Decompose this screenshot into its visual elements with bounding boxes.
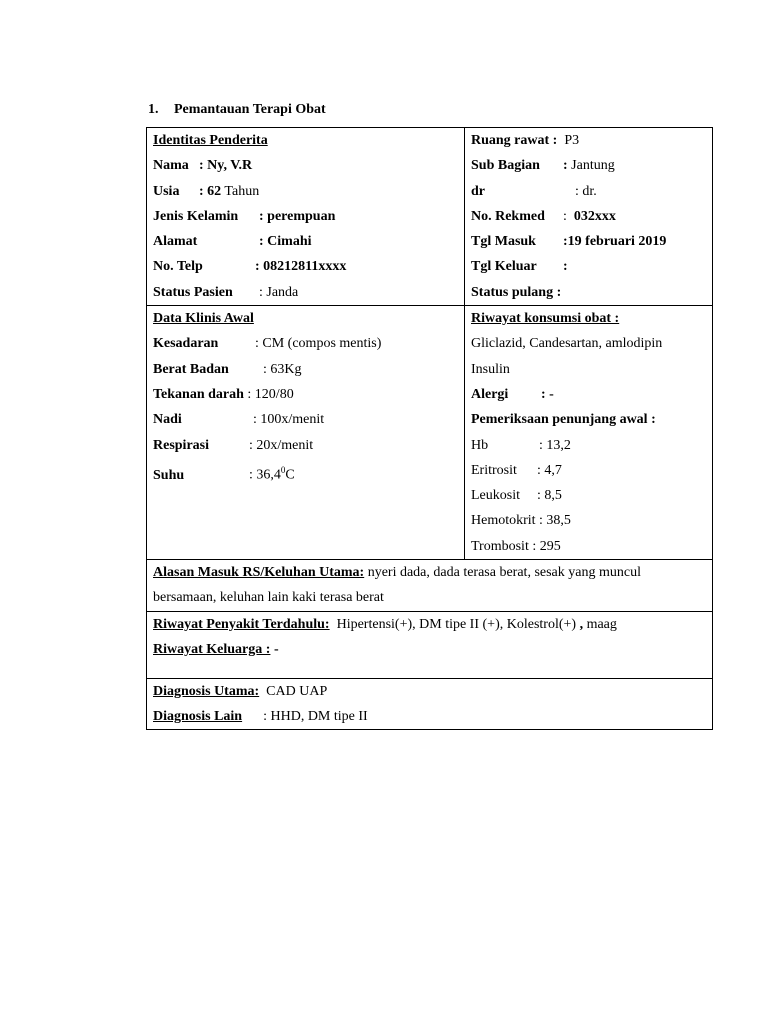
pulse-line bbox=[153, 407, 458, 432]
ward-label: Ruang rawat bbox=[471, 133, 550, 148]
weight-label: Berat Badan bbox=[153, 361, 229, 377]
subdept-sep: : bbox=[563, 158, 568, 174]
phone-value: : 08212811xxxx bbox=[255, 259, 347, 275]
other-diagnosis-line bbox=[153, 704, 706, 729]
discharge-line bbox=[471, 254, 706, 279]
clinical-cell bbox=[147, 306, 465, 560]
respiration-label: Respirasi bbox=[153, 437, 209, 453]
clinical-title: Data Klinis Awal bbox=[153, 311, 254, 327]
pulse-label: Nadi bbox=[153, 412, 182, 428]
complaint-text bbox=[153, 560, 706, 611]
section-number: 1. bbox=[148, 102, 159, 117]
age-number: : 62 bbox=[199, 183, 222, 199]
hb-line bbox=[471, 433, 706, 458]
family-history-value: - bbox=[273, 641, 279, 657]
leukocyte-line bbox=[471, 483, 706, 508]
allergy-label: Alergi bbox=[471, 386, 509, 402]
weight-value: : 63Kg bbox=[263, 361, 302, 377]
hematocrit-line bbox=[471, 508, 706, 533]
lab-exam-title: Pemeriksaan penunjang awal : bbox=[471, 412, 656, 428]
family-history-line bbox=[153, 637, 706, 662]
family-history-label: Riwayat Keluarga : bbox=[153, 641, 271, 657]
blood-pressure-line bbox=[153, 382, 458, 407]
subdept-line bbox=[471, 153, 706, 178]
clinical-row bbox=[147, 306, 713, 560]
admission-line bbox=[471, 229, 706, 254]
record-sep: : bbox=[563, 208, 567, 224]
past-illness-sep: , bbox=[579, 616, 584, 632]
temperature-degree: 0 bbox=[280, 464, 286, 475]
history-row bbox=[147, 611, 713, 678]
complaint-label: Alasan Masuk RS/Keluhan Utama: bbox=[153, 565, 365, 581]
record-label: No. Rekmed bbox=[471, 208, 545, 224]
record-value: 032xxx bbox=[573, 208, 616, 224]
gender-line bbox=[153, 204, 458, 229]
main-diagnosis-value: CAD UAP bbox=[266, 683, 328, 699]
thrombocyte-label: Trombosit bbox=[471, 538, 529, 554]
temperature-label: Suhu bbox=[153, 467, 185, 483]
discharge-status-line bbox=[471, 280, 706, 305]
age-unit: Tahun bbox=[224, 183, 260, 199]
gender-value: : perempuan bbox=[259, 208, 336, 224]
phone-line bbox=[153, 254, 458, 279]
complaint-cell bbox=[147, 560, 713, 612]
main-diagnosis-line bbox=[153, 679, 706, 704]
past-illness-label: Riwayat Penyakit Terdahulu: bbox=[153, 616, 330, 632]
respiration-value: : 20x/menit bbox=[249, 437, 314, 453]
erythrocyte-value: : 4,7 bbox=[537, 462, 562, 478]
discharge-value: : bbox=[563, 259, 568, 275]
discharge-status-value: : bbox=[556, 284, 562, 300]
allergy-line bbox=[471, 382, 706, 407]
consciousness-label: Kesadaran bbox=[153, 336, 219, 352]
ward-line bbox=[471, 128, 706, 153]
diagnosis-cell bbox=[147, 678, 713, 730]
past-illness-extra: maag bbox=[586, 616, 617, 632]
ward-value: P3 bbox=[564, 133, 580, 148]
doctor-line bbox=[471, 179, 706, 204]
discharge-status-label: Status pulang bbox=[471, 284, 554, 300]
patient-status-line bbox=[153, 280, 458, 305]
age-label: Usia bbox=[153, 183, 180, 199]
record-line bbox=[471, 204, 706, 229]
temperature-value: : 36,4 bbox=[249, 467, 281, 483]
identity-row bbox=[147, 128, 713, 306]
doctor-value: : dr. bbox=[575, 183, 597, 199]
patient-monitoring-table bbox=[146, 127, 713, 730]
doctor-label: dr bbox=[471, 183, 485, 199]
medication-title: Riwayat konsumsi obat : bbox=[471, 311, 620, 327]
patient-status-label: Status Pasien bbox=[153, 284, 233, 300]
weight-line bbox=[153, 357, 458, 382]
hematocrit-label: Hemotokrit bbox=[471, 513, 536, 529]
past-illness-line bbox=[153, 612, 706, 637]
subdept-value: Jantung bbox=[571, 158, 615, 174]
medication-cell bbox=[465, 306, 713, 560]
erythrocyte-line bbox=[471, 458, 706, 483]
main-diagnosis-label: Diagnosis Utama: bbox=[153, 683, 260, 699]
section-title: Pemantauan Terapi Obat bbox=[174, 102, 326, 117]
leukocyte-value: : 8,5 bbox=[537, 488, 562, 504]
identity-title: Identitas Penderita bbox=[153, 133, 268, 148]
allergy-value: : - bbox=[541, 386, 554, 402]
temperature-unit: C bbox=[285, 467, 295, 483]
hb-label: Hb bbox=[471, 437, 489, 453]
gender-label: Jenis Kelamin bbox=[153, 208, 239, 224]
thrombocyte-line bbox=[471, 534, 706, 559]
discharge-label: Tgl Keluar bbox=[471, 259, 537, 275]
address-line bbox=[153, 229, 458, 254]
name-value: : Ny, V.R bbox=[199, 158, 253, 174]
past-illness-value: Hipertensi(+), DM tipe II (+), Kolestrol(+) bbox=[336, 616, 577, 632]
history-cell bbox=[147, 611, 713, 678]
admission-value: :19 februari 2019 bbox=[563, 234, 667, 250]
medication-line-1: Gliclazid, Candesartan, amlodipin bbox=[471, 336, 663, 352]
pulse-value: : 100x/menit bbox=[253, 412, 325, 428]
temperature-line bbox=[153, 458, 458, 483]
other-diagnosis-label: Diagnosis Lain bbox=[153, 708, 243, 724]
medication-line-2: Insulin bbox=[471, 361, 510, 377]
address-label: Alamat bbox=[153, 234, 198, 250]
consciousness-line bbox=[153, 331, 458, 356]
complaint-value: nyeri dada, dada terasa berat, sesak yang muncul bersamaan, keluhan lain kaki terasa berat bbox=[153, 565, 641, 606]
thrombocyte-value: : 295 bbox=[532, 538, 561, 554]
hematocrit-value: : 38,5 bbox=[539, 513, 571, 529]
ward-sep: : bbox=[552, 133, 558, 148]
hb-value: : 13,2 bbox=[539, 437, 571, 453]
blood-pressure-label: Tekanan darah bbox=[153, 386, 244, 402]
erythrocyte-label: Eritrosit bbox=[471, 462, 517, 478]
name-line bbox=[153, 153, 458, 178]
blood-pressure-value: : 120/80 bbox=[247, 386, 294, 402]
leukocyte-label: Leukosit bbox=[471, 488, 520, 504]
respiration-line bbox=[153, 433, 458, 458]
name-label: Nama bbox=[153, 158, 189, 174]
diagnosis-row bbox=[147, 678, 713, 730]
complaint-row bbox=[147, 560, 713, 612]
other-diagnosis-value: : HHD, DM tipe II bbox=[263, 708, 368, 724]
age-line bbox=[153, 179, 458, 204]
admission-label: Tgl Masuk bbox=[471, 234, 536, 250]
patient-status-value: : Janda bbox=[259, 284, 299, 300]
phone-label: No. Telp bbox=[153, 259, 203, 275]
ward-cell bbox=[465, 128, 713, 306]
subdept-label: Sub Bagian bbox=[471, 158, 540, 174]
section-heading bbox=[148, 102, 326, 118]
identity-cell bbox=[147, 128, 465, 306]
consciousness-value: : CM (compos mentis) bbox=[255, 336, 382, 352]
address-value: : Cimahi bbox=[259, 234, 312, 250]
